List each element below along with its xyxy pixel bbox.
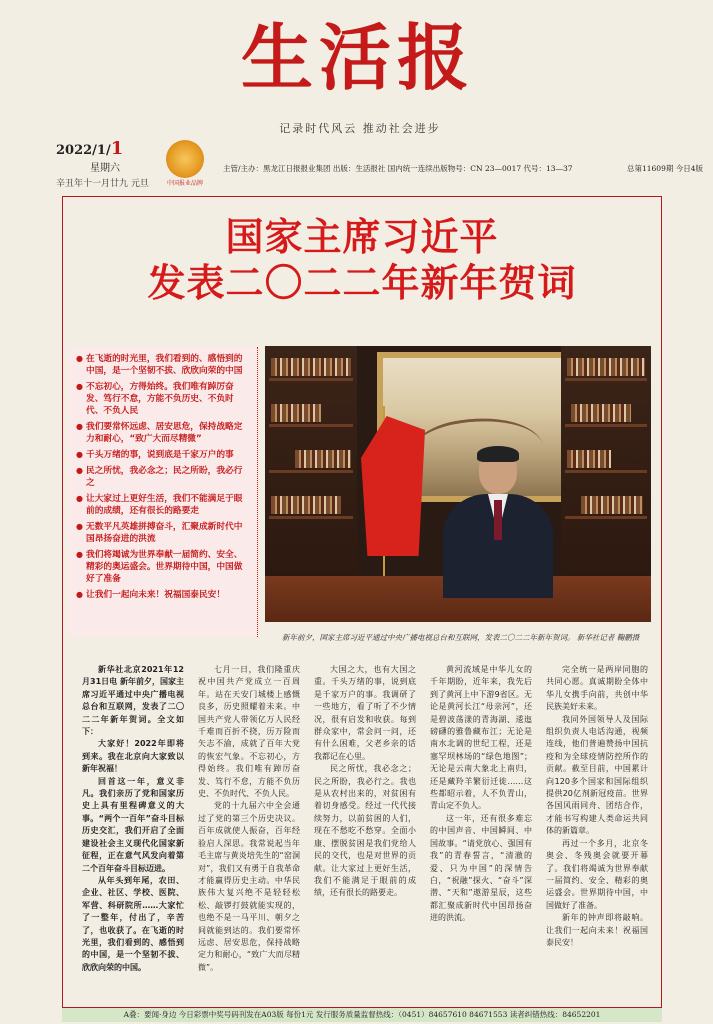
quote-item: ● 不忘初心，方得始终。我们唯有踔厉奋发、笃行不怠，方能不负历史、不负时代、不负人民 xyxy=(86,381,247,417)
paragraph: 再过一个多月，北京冬奥会、冬残奥会就要开幕了。我们将竭诚为世界奉献一届简约、安全、精彩的奥运盛会。世界期待中国，中国做好了准备。 xyxy=(546,838,648,910)
issue-date-day: 1 xyxy=(110,138,124,159)
article-column-3 xyxy=(314,664,416,994)
publisher-line: 主管/主办：黑龙江日报报业集团 出版：生活报社 国内统一连续出版物号：CN 23—0017 代号：13—37 xyxy=(223,164,573,173)
lead-photo xyxy=(265,346,651,622)
paragraph: 党的十九届六中全会通过了党的第三个历史决议。百年成就使人振奋，百年经验启人深思。我常说起当年毛主席与黄炎培先生的“窑洞对”，我们又有勇于自我革命才能赢得历史主动。中华民族伟大复兴绝不是轻轻松松、敲锣打鼓就能实现的，也绝不是一马平川、朝夕之间就能到达的。我们要常怀远虑、居安思危，保持战略定力和耐心，“致广大而尽精微”。 xyxy=(198,801,300,972)
article-body xyxy=(82,664,652,1004)
weekday: 星期六 xyxy=(90,163,120,174)
paragraph: 七月一日，我们隆重庆祝中国共产党成立一百周年。站在天安门城楼上感慨良多，历史照耀着未来。中国共产党人带领亿万人民经千难而百折不挠，历万险而矢志不渝，成就了百年大党的恢宏气象。不忘初心，方得始终。我们唯有踔厉奋发、笃行不怠，方能不负历史、不负时代、不负人民。 xyxy=(198,665,300,799)
brand-emblem-icon xyxy=(166,140,204,187)
paragraph: 这一年，还有很多难忘的中国声音、中国瞬间、中国故事。“请党放心、强国有我”的青春誓言，“清澈的爱、只为中国”的深情告白，“祝融”探火、“奋斗”深潜、“天和”遨游星辰，这些都汇聚成新时代中国昂扬奋进的洪流。 xyxy=(430,813,532,923)
photo-caption: 新年前夕，国家主席习近平通过中央广播电视总台和互联网，发表二〇二二年新年贺词。 新华社记者 鞠鹏摄 xyxy=(282,633,640,642)
lunar-date: 辛丑年十一月廿九 元旦 xyxy=(56,179,149,189)
headline xyxy=(62,214,662,306)
issue-date-prefix: 2022/1/ xyxy=(56,143,111,158)
headline-line-2: 发表二〇二二年新年贺词 xyxy=(147,261,577,305)
publication-info xyxy=(223,163,703,174)
paragraph: 民之所忧，我必念之；民之所盼，我必行之。我也是从农村出来的，对贫困有着切身感受。经过一代代接续努力，以前贫困的人们，现在不愁吃不愁穿。全面小康、摆脱贫困是我们党给人民的交代，也是对世界的贡献。让大家过上更好生活，我们不能满足于眼前的成绩，还有很长的路要走。 xyxy=(314,764,416,898)
paragraph: 大国之大，也有大国之重。千头万绪的事，说到底是千家万户的事。我调研了一些地方，看了听了不少情况，很有启发和收获。每到群众家中，常会问一问，还有什么困难，父老乡亲的话我都记在心里。 xyxy=(314,665,416,761)
national-flag-icon xyxy=(361,416,425,556)
key-quotes-box xyxy=(68,347,258,637)
paragraph: 从年头到年尾，农田、企业、社区、学校、医院、军营、科研院所……大家忙了一整年，付出了，辛苦了，也收获了。在飞逝的时光里，我们看到的、感悟到的中国，是一个坚韧不拔、欣欣向荣的中国。 xyxy=(82,875,184,972)
newspaper-logo: 生活报 xyxy=(240,15,475,100)
quote-item: ● 我们要常怀远虑、居安思危，保持战略定力和耐心，“致广大而尽精微” xyxy=(86,421,247,445)
paragraph: 我同外国领导人及国际组织负责人电话沟通，视频连线，他们普遍赞扬中国抗疫和为全球疫情防控所作的贡献。截至目前，中国累计向120多个国家和国际组织提供20亿剂新冠疫苗。世界各国风雨同舟、团结合作，才能书写构建人类命运共同体的新篇章。 xyxy=(546,714,648,836)
emblem-label: 中国报业品牌 xyxy=(166,180,203,187)
article-column-1 xyxy=(82,664,184,994)
slogan: 记录时代风云 推动社会进步 xyxy=(279,122,441,135)
article-column-4 xyxy=(430,664,532,994)
quote-item: ● 在飞逝的时光里，我们看到的、感悟到的中国，是一个坚韧不拔、欣欣向荣的中国 xyxy=(86,353,247,377)
paragraph: 新年的钟声即将敲响。让我们一起向未来！祝福国泰民安！ xyxy=(546,913,648,947)
article-column-5 xyxy=(546,664,648,994)
paragraph: 完全统一是两岸同胞的共同心愿。真诚期盼全体中华儿女携手向前，共创中华民族美好未来。 xyxy=(546,665,648,712)
paragraph: 回首这一年，意义非凡。我们亲历了党和国家历史上具有里程碑意义的大事。“两个一百年”奋斗目标历史交汇，我们开启了全面建设社会主义现代化国家新征程，正在意气风发向着第二个百年奋斗目标迈进。 xyxy=(82,776,184,873)
quote-item: ● 无数平凡英雄拼搏奋斗，汇聚成新时代中国昂扬奋进的洪流 xyxy=(86,521,247,545)
quote-item: ● 我们将竭诚为世界奉献一届简约、安全、精彩的奥运盛会。世界期待中国，中国做好了准备 xyxy=(86,549,247,585)
headline-line-1: 国家主席习近平 xyxy=(225,215,499,259)
quote-item: ● 让大家过上更好生活，我们不能满足于眼前的成绩，还有很长的路要走 xyxy=(86,493,247,517)
date-block xyxy=(56,138,176,189)
issue-number: 总第11609期 今日4版 xyxy=(626,164,703,173)
quote-item: ● 千头万绪的事，说到底是千家万户的事 xyxy=(86,449,247,461)
quote-item: ● 让我们一起向未来！祝福国泰民安！ xyxy=(86,589,247,601)
quote-item: ● 民之所忧，我必念之；民之所盼，我必行之 xyxy=(86,465,247,489)
paragraph: 新华社北京2021年12月31日电 新年前夕，国家主席习近平通过中央广播电视总台和互联网，发表了二〇二二年新年贺词。全文如下： xyxy=(82,665,184,737)
paragraph: 黄河流域是中华儿女的千年期盼，近年来，我先后到了黄河上中下游9省区。无论是黄河长江“母亲河”，还是碧波荡漾的青海湖、逶迤磅礴的雅鲁藏布江；无论是南水北调的世纪工程，还是塞罕坝林场的“绿色地图”；无论是云南大象北上南归，还是藏羚羊繁衍迁徙……这些都昭示着，人不负青山，青山定不负人。 xyxy=(430,665,532,811)
footer-bar: A叠：要闻·身边 今日彩票中奖号码刊发在A03版 每份1元 发行服务质量监督热线：（0451）84657610 84671553 读者纠错热线：84652201 xyxy=(62,1008,662,1022)
article-column-2 xyxy=(198,664,300,994)
paragraph: 大家好！2022年即将到来。我在北京向大家致以新年祝福！ xyxy=(82,739,184,774)
speaker-figure xyxy=(443,448,553,598)
masthead xyxy=(0,0,713,189)
issue-date xyxy=(56,138,176,159)
